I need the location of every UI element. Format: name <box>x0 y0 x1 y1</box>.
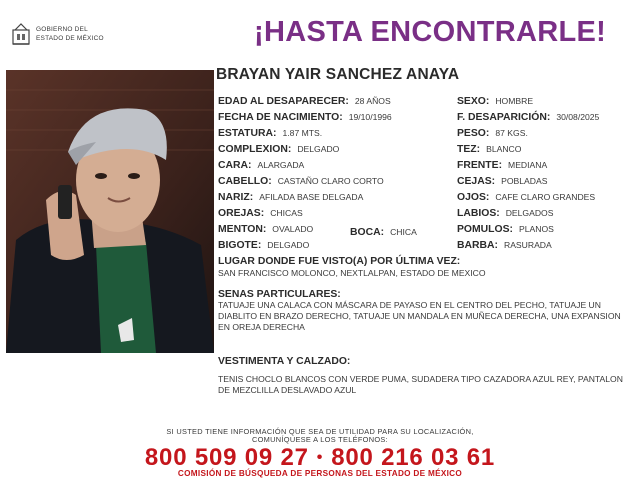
phone-1[interactable]: 800 509 09 27 <box>144 444 309 471</box>
detail-menton: MENTON: OVALADO <box>218 224 314 235</box>
detail-peso: PESO: 87 KGS. <box>457 128 528 139</box>
missing-person-photo <box>6 70 214 353</box>
detail-orejas: OREJAS: CHICAS <box>218 208 303 219</box>
phone-2[interactable]: 800 216 03 61 <box>331 444 496 471</box>
marks-title: SENAS PARTICULARES: <box>218 289 341 300</box>
detail-pomulos: POMULOS: PLANOS <box>457 224 554 235</box>
last-seen-title: LUGAR DONDE FUE VISTO(A) POR ÚLTIMA VEZ: <box>218 256 461 267</box>
clothing-text: TENIS CHOCLO BLANCOS CON VERDE PUMA, SUDADERA TIPO CAZADORA AZUL REY, PANTALON DE MEZCLILLA DESLAVADO AZUL <box>218 374 623 395</box>
logo-line-1: GOBIERNO DEL <box>36 26 88 33</box>
commission-name: COMISIÓN DE BÚSQUEDA DE PERSONAS DEL ESTADO DE MÉXICO <box>177 469 463 478</box>
headline: ¡HASTA ENCONTRARLE! <box>254 16 607 48</box>
footer-info-line-2: COMUNÍQUESE A LOS TELÉFONOS: <box>252 435 388 444</box>
footer-info-line-1: SI USTED TIENE INFORMACIÓN QUE SEA DE UTILIDAD PARA SU LOCALIZACIÓN, <box>166 427 474 436</box>
detail-sexo: SEXO: HOMBRE <box>457 96 534 107</box>
phone-separator: • <box>316 449 324 466</box>
government-logo <box>10 22 140 48</box>
detail-cabello: CABELLO: CASTAÑO CLARO CORTO <box>218 176 384 187</box>
logo-line-2: ESTADO DE MÉXICO <box>36 35 104 42</box>
detail-tez: TEZ: BLANCO <box>457 144 522 155</box>
phone-numbers <box>0 444 640 472</box>
person-name: BRAYAN YAIR SANCHEZ ANAYA <box>216 66 460 83</box>
coat-of-arms-icon <box>10 22 32 46</box>
detail-barba: BARBA: RASURADA <box>457 240 552 251</box>
detail-boca: BOCA: CHICA <box>350 227 417 238</box>
detail-ojos: OJOS: CAFE CLARO GRANDES <box>457 192 596 203</box>
detail-labios: LABIOS: DELGADOS <box>457 208 554 219</box>
detail-cejas: CEJAS: POBLADAS <box>457 176 548 187</box>
detail-fecha-nacimiento: FECHA DE NACIMIENTO: 19/10/1996 <box>218 112 392 123</box>
detail-bigote: BIGOTE: DELGADO <box>218 240 310 251</box>
detail-estatura: ESTATURA: 1.87 MTS. <box>218 128 323 139</box>
clothing-title: VESTIMENTA Y CALZADO: <box>218 356 351 367</box>
detail-fecha-desaparicion: F. DESAPARICIÓN: 30/08/2025 <box>457 112 600 123</box>
detail-nariz: NARIZ: AFILADA BASE DELGADA <box>218 192 364 203</box>
marks-text: TATUAJE UNA CALACA CON MÁSCARA DE PAYASO EN EL CENTRO DEL PECHO, TATUAJE UN DIABLITO EN BRAZO DERECHO, TATUAJE UN MANDALA EN MUÑECA DERECHA, UNA EXPANSION EN OREJA DERECHA <box>218 300 621 332</box>
detail-complexion: COMPLEXION: DELGADO <box>218 144 340 155</box>
detail-cara: CARA: ALARGADA <box>218 160 305 171</box>
detail-frente: FRENTE: MEDIANA <box>457 160 548 171</box>
detail-edad: EDAD AL DESAPARECER: 28 AÑOS <box>218 96 391 107</box>
last-seen-text: SAN FRANCISCO MOLONCO, NEXTLALPAN, ESTADO DE MEXICO <box>218 268 486 278</box>
